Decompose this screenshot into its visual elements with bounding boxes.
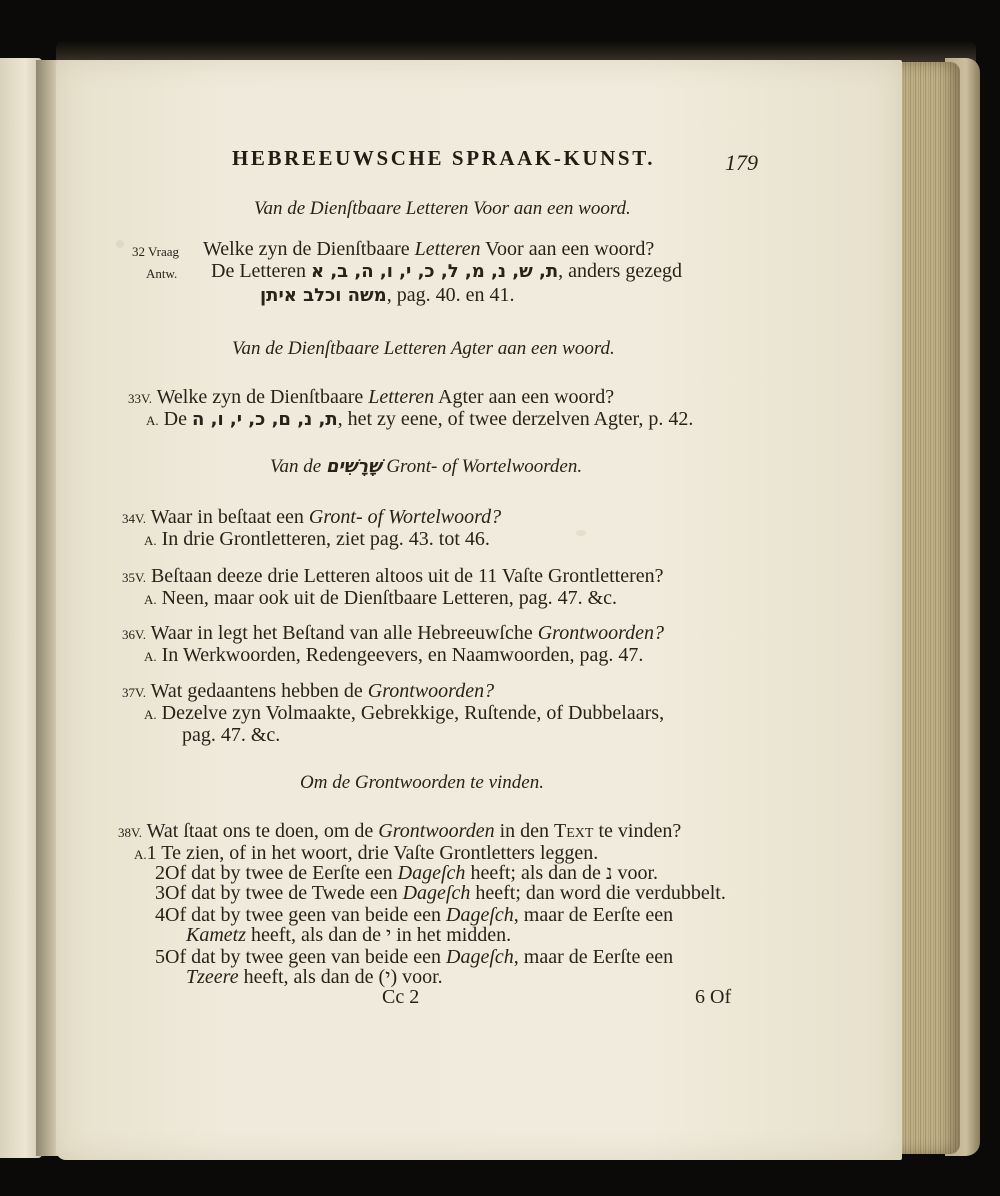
answer-34: A. In drie Grontletteren, ziet pag. 43. tot 46. (144, 528, 490, 550)
question-text: Welke zyn de Dienſtbaare Letteren Voor aan een woord? (203, 238, 655, 260)
book-page (56, 60, 902, 1160)
page-number: 179 (725, 150, 758, 175)
hebrew-word: שָׁרָשִׁים (325, 456, 382, 477)
question-33: 33V. Welke zyn de Dienſtbaare Letteren Agter aan een woord? (128, 386, 615, 408)
answer-38-item-1: A.1 Te zien, of in het woort, drie Vaſte Grontletters leggen. (134, 842, 599, 864)
section-heading: Van de Dienſtbaare Letteren Agter aan een woord. (232, 338, 615, 359)
question-34: 34V. Waar in beſtaat een Gront- of Wortelwoord? (122, 506, 502, 528)
answer-36: A. In Werkwoorden, Redengeevers, en Naamwoorden, pag. 47. (144, 644, 644, 666)
answer-38-item-4-line2: Kametz heeft, als dan de י in het midden. (186, 924, 512, 946)
question-35: 35V. Beſtaan deeze drie Letteren altoos uit de 11 Vaſte Grontletteren? (122, 565, 664, 587)
hebrew-letters: ת, ש, נ, מ, ל, כ, י, ו, ה, ב, א (310, 261, 559, 282)
answer-label: Antw. (146, 266, 178, 281)
answer-38-item-3: 3Of dat by twee de Twede een Dageſch heeft; dan word die verdubbelt. (155, 882, 726, 904)
hebrew-letters: ת, נ, ם, כ, י, ו, ה (191, 409, 338, 430)
signature-mark: Cc 2 (382, 986, 420, 1008)
answer-text-line2: משה וכלב איתן, pag. 40. en 41. (260, 284, 515, 306)
section-heading: Van de Dienſtbaare Letteren Voor aan een woord. (254, 198, 631, 219)
paper-spot (576, 530, 586, 536)
answer-35: A. Neen, maar ook uit de Dienſtbaare Letteren, pag. 47. &c. (144, 587, 618, 609)
catchword: 6 Of (695, 986, 732, 1008)
question-38: 38V. Wat ſtaat ons te doen, om de Grontwoorden in den Text te vinden? (118, 820, 682, 842)
answer-38-item-5-line2: Tzeere heeft, als dan de (י) voor. (186, 966, 443, 988)
running-head: HEBREEUWSCHE SPRAAK-KUNST. (232, 146, 656, 170)
answer-38-item-2: 2Of dat by twee de Eerſte een Dageſch heeft; als dan de נ voor. (155, 862, 659, 884)
question-36: 36V. Waar in legt het Beſtand van alle Hebreeuwſche Grontwoorden? (122, 622, 665, 644)
answer-37: A. Dezelve zyn Volmaakte, Gebrekkige, Ruſtende, of Dubbelaars, (144, 702, 665, 724)
answer-37-line2: pag. 47. &c. (182, 724, 281, 746)
hebrew-mnemonic: משה וכלב איתן (260, 285, 387, 306)
answer-33: A. De ת, נ, ם, כ, י, ו, ה, het zy eene, of twee derzelven Agter, p. 42. (146, 408, 694, 430)
question-37: 37V. Wat gedaantens hebben de Grontwoorden? (122, 680, 495, 702)
answer-text: De Letteren ת, ש, נ, מ, ל, כ, י, ו, ה, ב, א, anders gezegd (211, 260, 682, 282)
question-number: 32 Vraag (132, 244, 179, 259)
answer-38-item-4: 4Of dat by twee geen van beide een Dageſch, maar de Eerſte een (155, 904, 674, 926)
answer-38-item-5: 5Of dat by twee geen van beide een Dageſch, maar de Eerſte een (155, 946, 674, 968)
section-heading: Om de Grontwoorden te vinden. (300, 772, 544, 793)
paper-spot (116, 240, 124, 248)
section-heading: Van de שָׁרָשִׁים Gront- of Wortelwoorden. (270, 456, 583, 477)
